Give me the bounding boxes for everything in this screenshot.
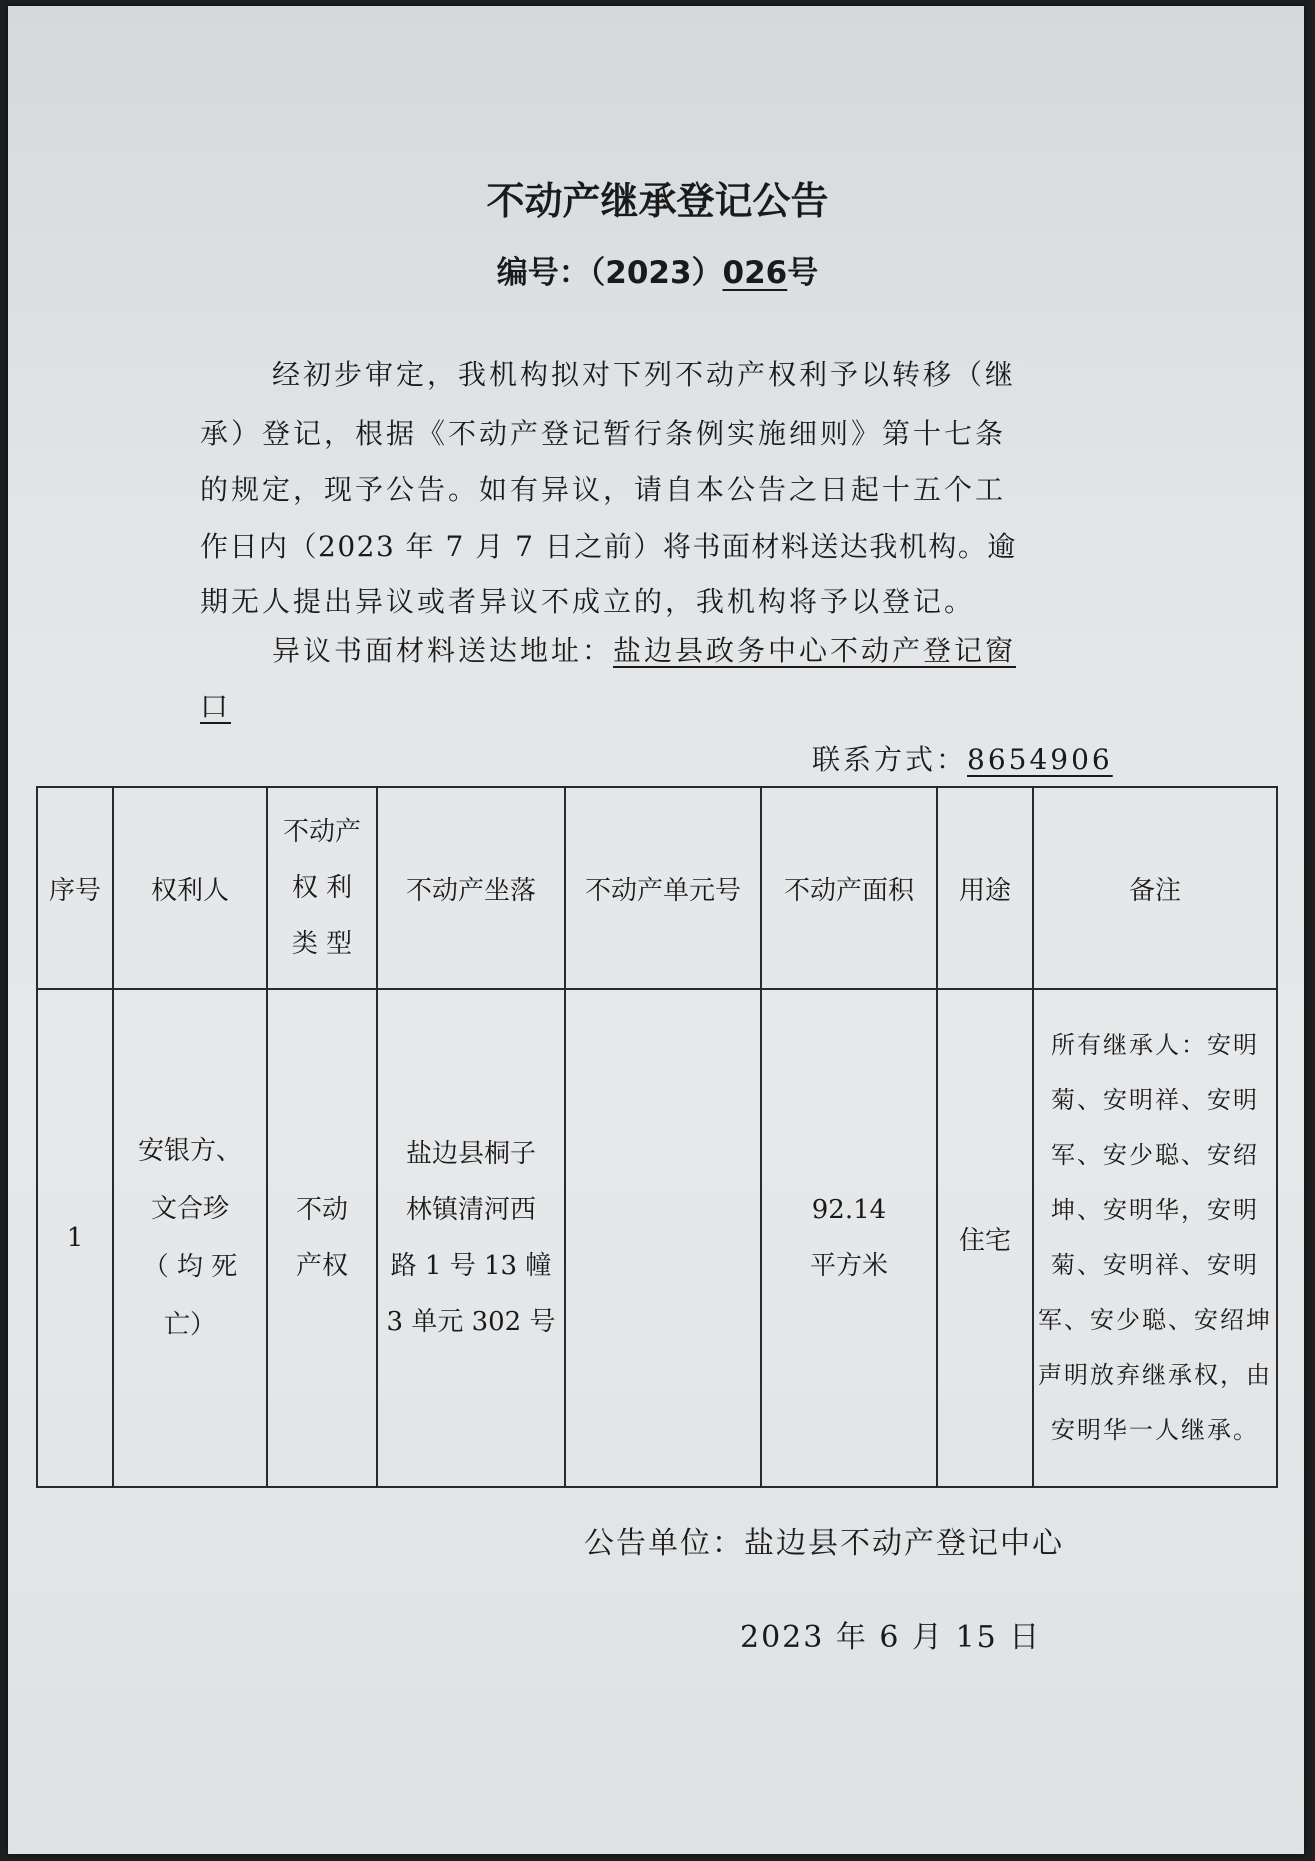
paragraph-line: 承）登记，根据《不动产登记暂行条例实施细则》第十七条 — [200, 417, 1007, 450]
objection-address — [272, 629, 1182, 669]
header-right-type: 不动产 权 利 类 型 — [267, 787, 377, 989]
row-holder: 安银方、 文合珍 （ 均 死 亡） — [113, 989, 267, 1487]
notice-date: 2023 年 6 月 15 日 — [740, 1620, 1042, 1655]
paragraph-line: 的规定，现予公告。如有异议，请自本公告之日起十五个工 — [200, 473, 1007, 506]
row-location: 盐边县桐子 林镇清河西 路 1 号 13 幢 3 单元 302 号 — [377, 989, 565, 1487]
header-unit-no: 不动产单元号 — [565, 787, 761, 989]
objection-address-continued: 口 — [200, 690, 232, 723]
issuer: 公告单位：盐边县不动产登记中心 — [584, 1526, 1064, 1561]
contact-label: 联系方式： — [812, 743, 968, 776]
table-row — [37, 989, 1277, 1487]
notice-number — [0, 247, 1315, 292]
paragraph-line: 作日内（2023 年 7 月 7 日之前）将书面材料送达我机构。逾 — [200, 530, 1017, 563]
notice-number-prefix: 编号：（2023） — [496, 255, 723, 291]
header-no: 序号 — [37, 787, 113, 989]
row-area: 92.14 平方米 — [761, 989, 937, 1487]
contact-info — [812, 738, 1112, 778]
property-table — [36, 786, 1278, 1488]
row-remark: 所有继承人：安明菊、安明祥、安明军、安少聪、安绍坤、安明华，安明菊、安明祥、安明军、安少聪、安绍坤声明放弃继承权，由安明华一人继承。 — [1033, 989, 1277, 1487]
row-no: 1 — [37, 989, 113, 1487]
header-usage: 用途 — [937, 787, 1033, 989]
contact-value: 8654906 — [967, 743, 1113, 776]
row-unit-no — [565, 989, 761, 1487]
paragraph-line: 期无人提出异议或者异议不成立的，我机构将予以登记。 — [200, 585, 976, 618]
notice-number-value: 026 — [722, 255, 788, 291]
table-header-row — [37, 787, 1277, 989]
paragraph-line: 经初步审定，我机构拟对下列不动产权利予以转移（继 — [272, 358, 1017, 391]
header-area: 不动产面积 — [761, 787, 937, 989]
notice-number-suffix: 号 — [787, 255, 819, 291]
header-remark: 备注 — [1033, 787, 1277, 989]
objection-address-label: 异议书面材料送达地址： — [272, 634, 614, 667]
header-location: 不动产坐落 — [377, 787, 565, 989]
row-right-type: 不动 产权 — [267, 989, 377, 1487]
row-usage: 住宅 — [937, 989, 1033, 1487]
notice-title: 不动产继承登记公告 — [486, 179, 829, 223]
objection-address-value: 盐边县政务中心不动产登记窗 — [613, 634, 1017, 667]
header-holder: 权利人 — [113, 787, 267, 989]
